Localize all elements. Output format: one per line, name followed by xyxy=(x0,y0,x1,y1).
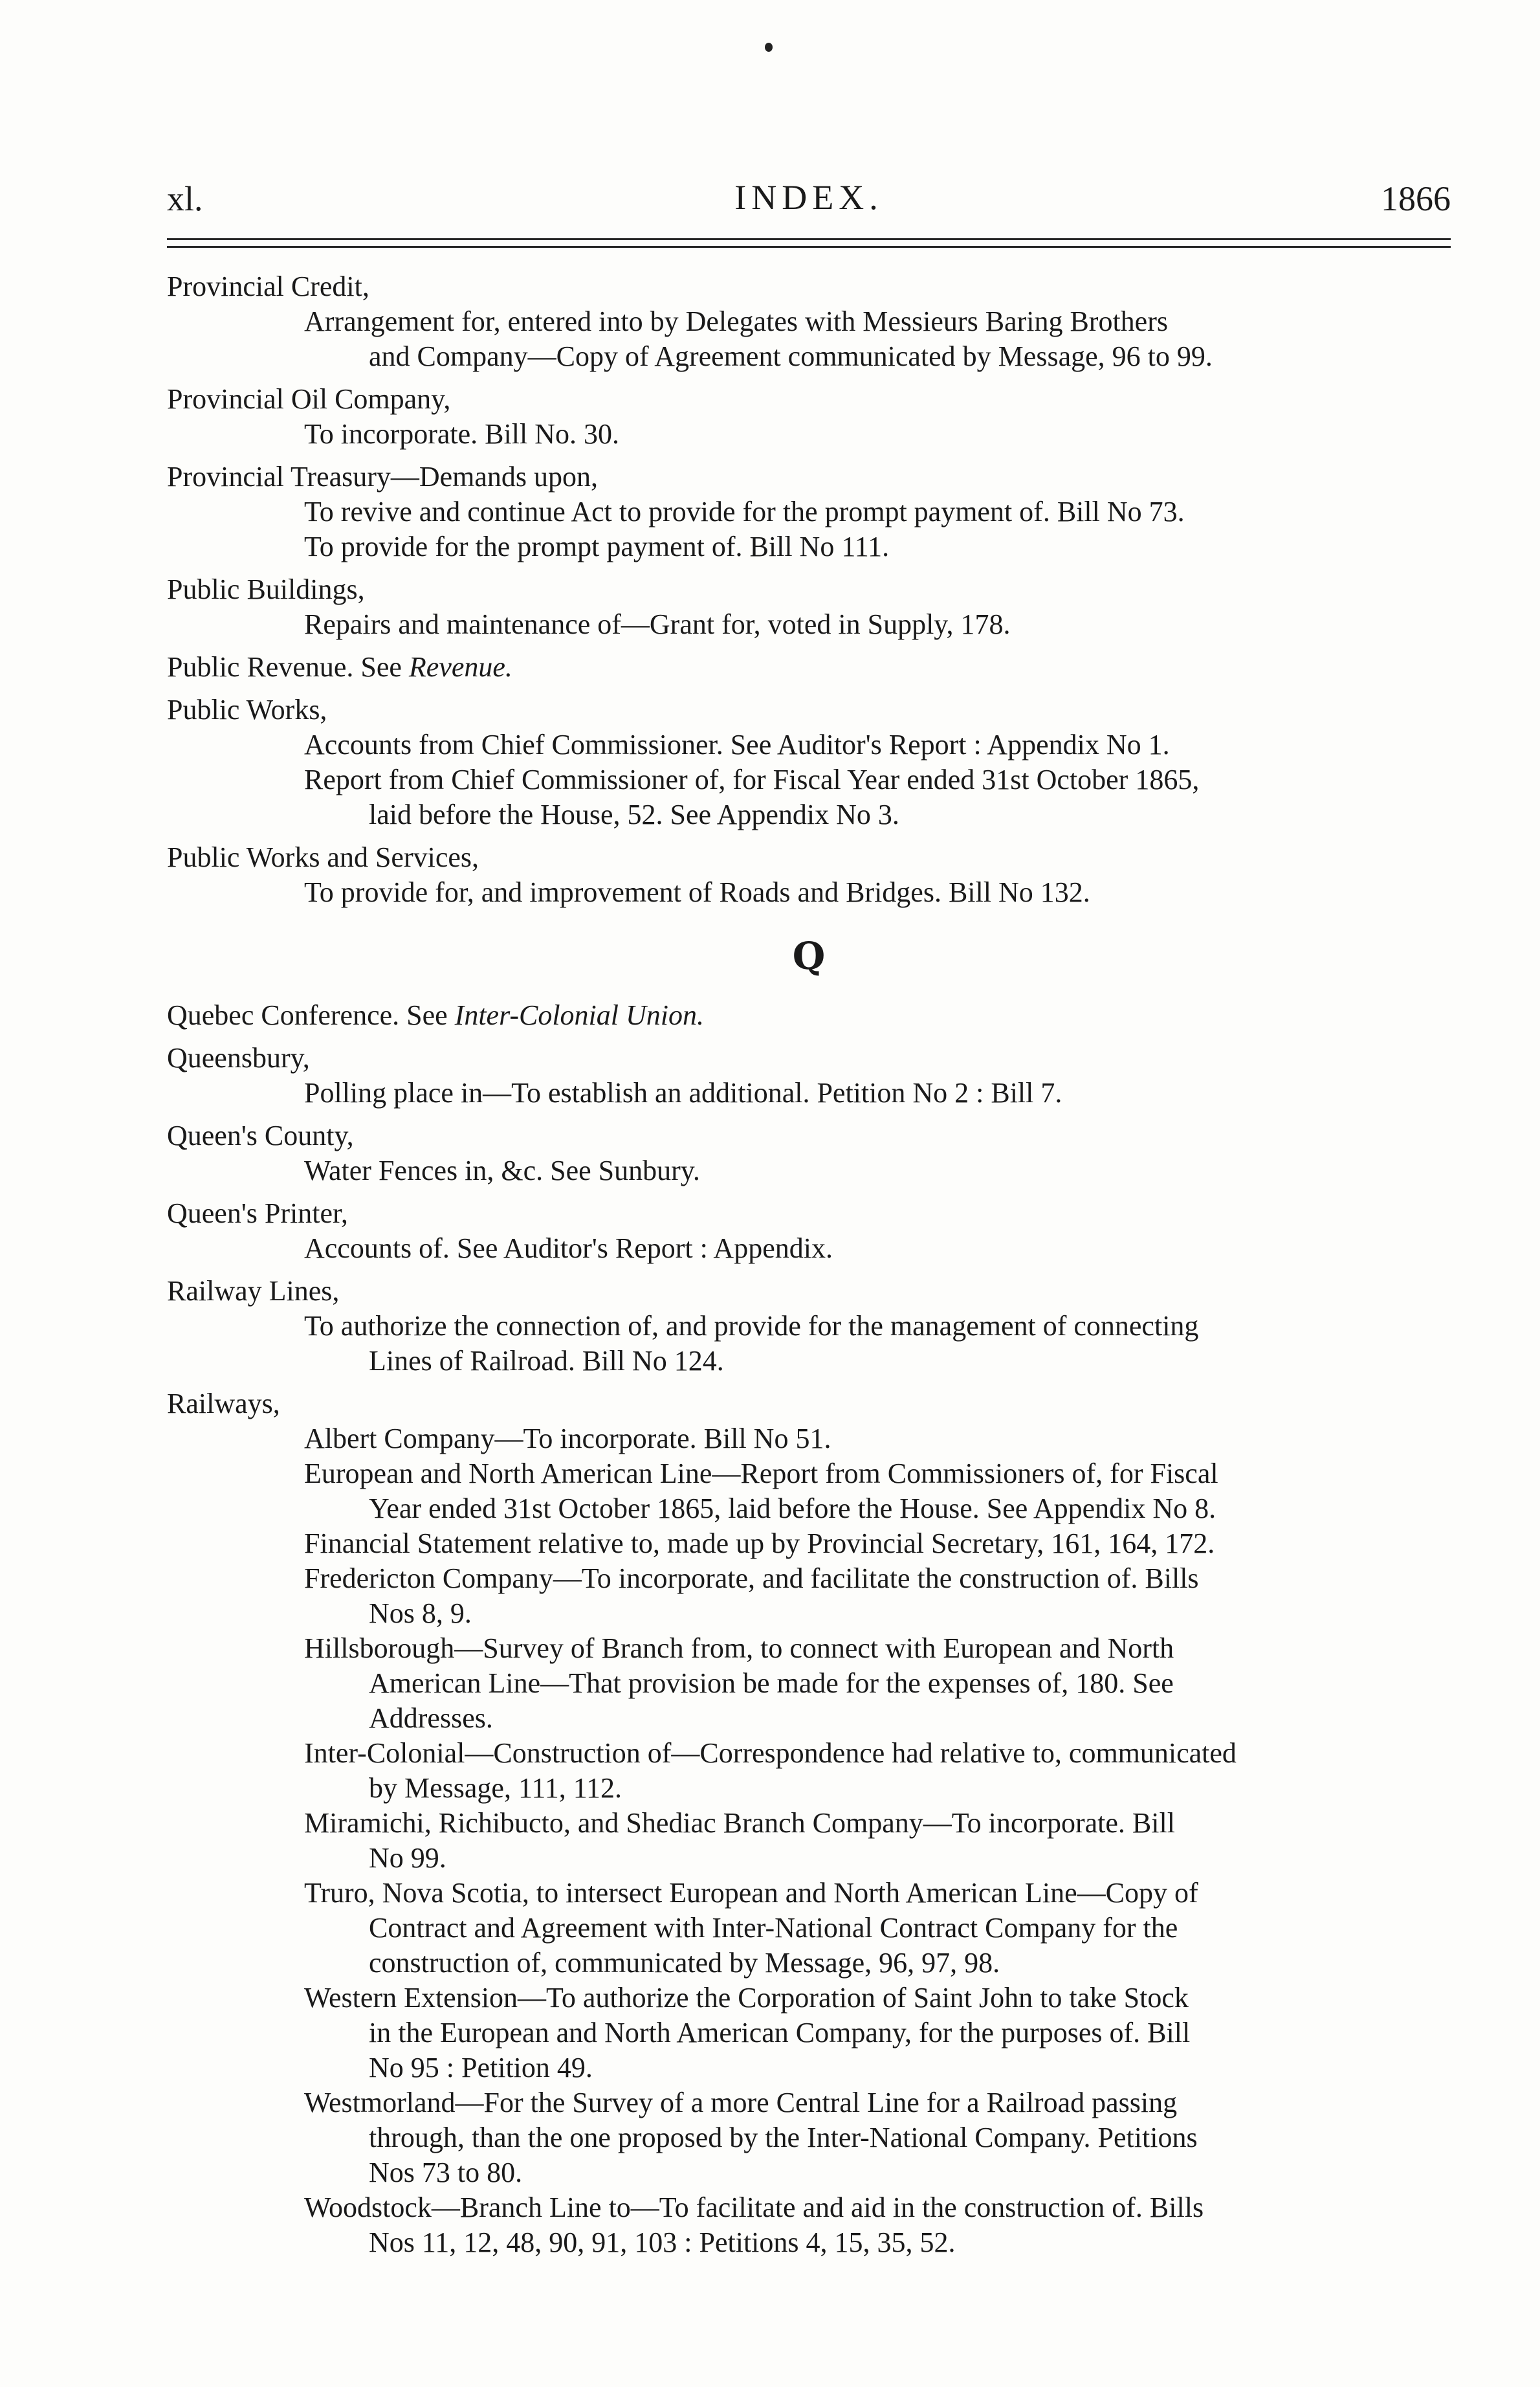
index-subentry xyxy=(167,1561,1451,1631)
heading-text: Public Revenue. See xyxy=(167,651,402,683)
index-subentry xyxy=(167,2190,1451,2260)
subentry-line: To provide for, and improvement of Roads and Bridges. Bill No 132. xyxy=(304,876,1090,908)
index-subentry xyxy=(167,1456,1451,1526)
heading-text: Public Works and Services, xyxy=(167,841,479,873)
heading-text: Railway Lines, xyxy=(167,1275,340,1307)
subentry-line: Western Extension—To authorize the Corporation of Saint John to take Stock xyxy=(304,1982,1189,2014)
index-subentry xyxy=(167,1231,1451,1266)
index-subentry xyxy=(167,1876,1451,1981)
subentry-line: To authorize the connection of, and provide for the management of connecting xyxy=(304,1310,1199,1342)
index-subentry xyxy=(167,875,1451,910)
subentry-continuation: in the European and North American Company, for the purposes of. Bill xyxy=(369,2017,1191,2048)
index-heading xyxy=(167,572,1451,607)
subentry-continuation: No 95 : Petition 49. xyxy=(369,2052,593,2083)
index-subentry xyxy=(167,1153,1451,1188)
index-heading xyxy=(167,998,1451,1033)
subentry-continuation: Contract and Agreement with Inter-National Contract Company for the xyxy=(369,1912,1178,1944)
subentry-line: Report from Chief Commissioner of, for Fiscal Year ended 31st October 1865, xyxy=(304,764,1200,795)
page-year: 1866 xyxy=(1381,179,1451,218)
subentry-line: Inter-Colonial—Construction of—Correspondence had relative to, communicated xyxy=(304,1737,1237,1769)
index-subentry xyxy=(167,1631,1451,1736)
subentry-line: Miramichi, Richibucto, and Shediac Branch Company—To incorporate. Bill xyxy=(304,1807,1175,1839)
index-subentry xyxy=(167,529,1451,564)
heading-text: Quebec Conference. See xyxy=(167,999,448,1031)
subentry-continuation: Year ended 31st October 1865, laid before the House. See Appendix No 8. xyxy=(369,1493,1216,1524)
subentry-continuation: American Line—That provision be made for the expenses of, 180. See xyxy=(369,1667,1174,1699)
subentry-continuation: through, than the one proposed by the Inter-National Company. Petitions xyxy=(369,2122,1198,2153)
page-number: xl. xyxy=(167,179,203,218)
index-subentry xyxy=(167,727,1451,762)
heading-text: Provincial Treasury—Demands upon, xyxy=(167,461,599,493)
index-heading xyxy=(167,840,1451,875)
subentry-line: Accounts from Chief Commissioner. See Auditor's Report : Appendix No 1. xyxy=(304,729,1170,761)
index-heading xyxy=(167,269,1451,304)
index-heading xyxy=(167,460,1451,494)
index-subentry xyxy=(167,1736,1451,1806)
index-heading xyxy=(167,382,1451,417)
subentry-continuation: Addresses. xyxy=(369,1702,493,1734)
index-subentry xyxy=(167,1806,1451,1876)
header-rule-bottom xyxy=(167,246,1451,248)
index-subentry xyxy=(167,607,1451,642)
heading-text: Queen's Printer, xyxy=(167,1197,348,1229)
page-header xyxy=(167,173,1451,225)
subentry-continuation: construction of, communicated by Message, 96, 97, 98. xyxy=(369,1947,1000,1979)
subentry-continuation: by Message, 111, 112. xyxy=(369,1772,622,1804)
cross-reference: Revenue. xyxy=(408,651,512,683)
index-heading xyxy=(167,1041,1451,1076)
print-speck xyxy=(765,43,773,52)
subentry-line: Arrangement for, entered into by Delegates with Messieurs Baring Brothers xyxy=(304,305,1168,337)
heading-text: Public Works, xyxy=(167,694,327,726)
index-section-q xyxy=(167,998,1451,2260)
subentry-continuation: Nos 73 to 80. xyxy=(369,2157,523,2188)
subentry-continuation: laid before the House, 52. See Appendix No 3. xyxy=(369,799,899,830)
index-heading xyxy=(167,1386,1451,1421)
subentry-line: Repairs and maintenance of—Grant for, voted in Supply, 178. xyxy=(304,608,1011,640)
index-subentry xyxy=(167,2085,1451,2190)
subentry-continuation: Nos 8, 9. xyxy=(369,1597,472,1629)
heading-text: Provincial Credit, xyxy=(167,271,369,302)
subentry-line: Polling place in—To establish an additional. Petition No 2 : Bill 7. xyxy=(304,1077,1062,1109)
heading-text: Provincial Oil Company, xyxy=(167,383,451,415)
subentry-line: Accounts of. See Auditor's Report : Appendix. xyxy=(304,1232,833,1264)
index-heading xyxy=(167,693,1451,727)
subentry-line: Truro, Nova Scotia, to intersect European and North American Line—Copy of xyxy=(304,1877,1198,1909)
subentry-continuation: Lines of Railroad. Bill No 124. xyxy=(369,1345,724,1377)
index-subentry xyxy=(167,304,1451,374)
subentry-line: To incorporate. Bill No. 30. xyxy=(304,418,619,450)
index-subentry xyxy=(167,494,1451,529)
index-heading xyxy=(167,1118,1451,1153)
subentry-line: To revive and continue Act to provide for the prompt payment of. Bill No 73. xyxy=(304,496,1185,527)
subentry-line: To provide for the prompt payment of. Bill No 111. xyxy=(304,531,890,562)
subentry-line: Westmorland—For the Survey of a more Central Line for a Railroad passing xyxy=(304,2087,1178,2118)
index-heading xyxy=(167,650,1451,685)
index-subentry xyxy=(167,1421,1451,1456)
section-letter-q: Q xyxy=(792,934,826,978)
heading-text: Railways, xyxy=(167,1388,280,1419)
index-subentry xyxy=(167,762,1451,832)
index-subentry xyxy=(167,1981,1451,2085)
index-content xyxy=(167,261,1451,2260)
heading-text: Public Buildings, xyxy=(167,573,365,605)
subentry-line: Woodstock—Branch Line to—To facilitate and aid in the construction of. Bills xyxy=(304,2192,1204,2223)
index-subentry xyxy=(167,417,1451,452)
index-section-p xyxy=(167,269,1451,910)
subentry-continuation: No 99. xyxy=(369,1842,446,1874)
index-heading xyxy=(167,1274,1451,1309)
subentry-continuation: Nos 11, 12, 48, 90, 91, 103 : Petitions 4, 15, 35, 52. xyxy=(369,2226,956,2258)
subentry-line: European and North American Line—Report from Commissioners of, for Fiscal xyxy=(304,1458,1218,1489)
page-title: INDEX. xyxy=(734,178,883,217)
heading-text: Queensbury, xyxy=(167,1042,310,1074)
subentry-line: Hillsborough—Survey of Branch from, to connect with European and North xyxy=(304,1632,1174,1664)
heading-text: Queen's County, xyxy=(167,1120,354,1151)
index-subentry xyxy=(167,1076,1451,1111)
header-rule-top xyxy=(167,238,1451,240)
subentry-line: Fredericton Company—To incorporate, and facilitate the construction of. Bills xyxy=(304,1562,1199,1594)
index-heading xyxy=(167,1196,1451,1231)
index-subentry xyxy=(167,1526,1451,1561)
index-subentry xyxy=(167,1309,1451,1379)
subentry-continuation: and Company—Copy of Agreement communicated by Message, 96 to 99. xyxy=(369,340,1213,372)
subentry-line: Water Fences in, &c. See Sunbury. xyxy=(304,1155,700,1186)
cross-reference: Inter-Colonial Union. xyxy=(454,999,704,1031)
subentry-line: Albert Company—To incorporate. Bill No 51. xyxy=(304,1423,831,1454)
subentry-line: Financial Statement relative to, made up by Provincial Secretary, 161, 164, 172. xyxy=(304,1527,1215,1559)
